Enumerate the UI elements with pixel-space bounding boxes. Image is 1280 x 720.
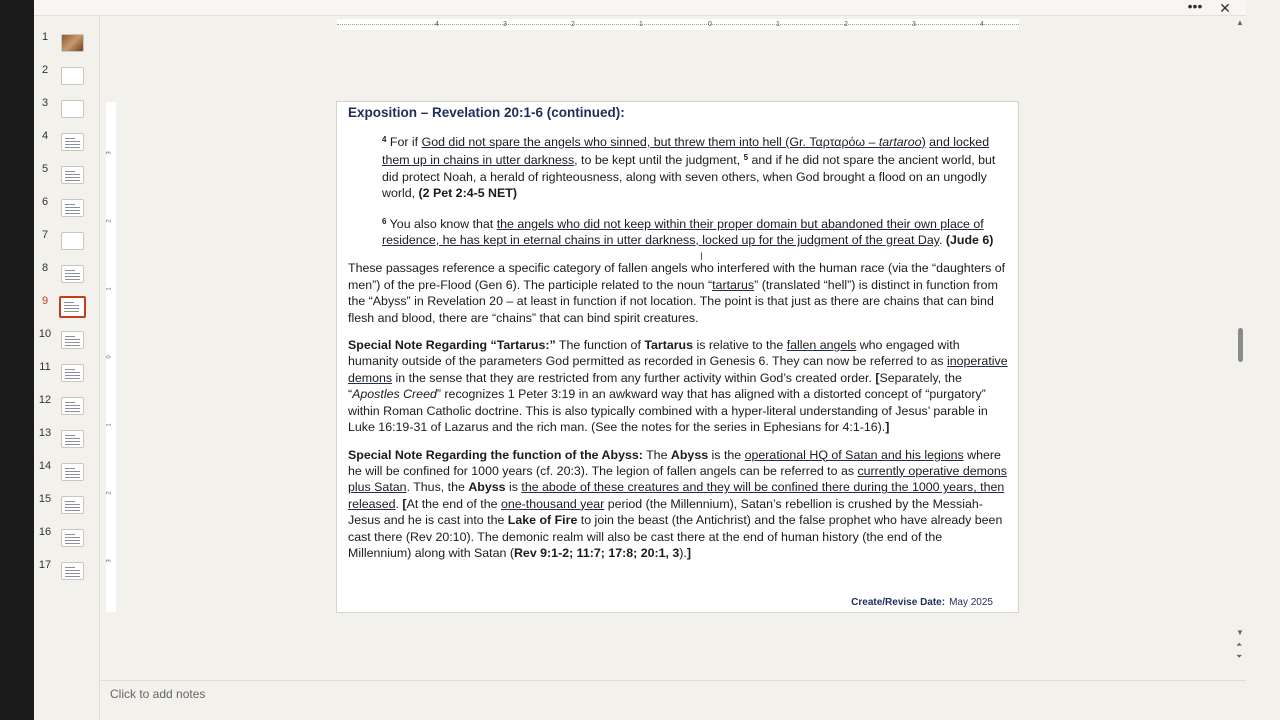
paragraph-tartarus-note [348,337,1008,435]
text: . [939,233,946,248]
slide-preview[interactable] [61,100,84,118]
text: ” recognizes 1 Peter 3:19 in an awkward way that has aligned with a distorted concept of “purgatory” within Roman Catholic doctrine. This is also typically combined with a hyper-literal understanding of Jesus’ parable in Luke 16:19-31 of Lazarus and the rich man. (See the notes for the series in Ephesians for 4:1-16). [348,387,988,435]
text: The [642,447,671,462]
ruler-tick-label: 4 [435,21,439,28]
preview-line [65,270,75,271]
preview-line [65,501,75,502]
text: . Thus, the [406,480,469,495]
paragraph-abyss-note [348,447,1008,562]
preview-line [65,534,75,535]
slide-canvas[interactable] [336,101,1019,613]
slide-number: 14 [38,460,52,472]
text: Separately, the “ [348,370,962,402]
bracket: ] [885,420,890,435]
slide-thumbnail[interactable] [34,558,100,586]
paragraph-passages [348,260,1008,326]
slide-thumbnail[interactable] [34,63,100,91]
note-heading: Special Note Regarding the function of the Abyss: [348,447,643,462]
scripture-reference: (2 Pet 2:4-5 NET) [418,186,517,201]
slide-preview[interactable] [61,496,84,514]
ruler-tick-label: 0 [708,21,712,28]
text: is [505,480,522,495]
slide-number: 11 [39,361,51,373]
ruler-tick-label: 4 [980,21,984,28]
preview-line [65,378,80,379]
preview-line [65,375,80,376]
text: ” (translated “hell”) is distinct in function from the “Abyss” in Revelation 20 – at least in function if not location. The point is that just as there are chains that can bind flesh and blood, there are “chains” that can bind spirit creatures. [348,277,998,325]
bold-text: Abyss [670,447,709,462]
preview-line [65,474,80,475]
text: and if he did not spare the ancient world, but did protect Noah, a herald of righteousness, along with seven others, when God brought a flood on an ungodly world, [382,153,996,201]
preview-line [65,405,80,406]
italic-underlined-text: tartaroo [878,135,922,149]
scroll-down-icon[interactable]: ▼ [1236,628,1244,637]
preview-line [65,273,80,274]
text: , to be kept until the judgment, [574,153,744,168]
text: You also know that [386,216,497,231]
preview-line [65,438,80,439]
text: These passages reference a specific category of fallen angels who interfered with the human race (via the “daughters of men”) of the pre-Flood (Gen 6). The participle related to the noun “ [348,261,1006,292]
preview-line [65,345,80,346]
slide-preview[interactable] [61,331,84,349]
text: At the end of the [406,496,501,511]
underlined-text: the abode of these creatures and they will be confined there during the 1000 years, then released [348,480,1005,511]
underlined-text: operational HQ of Satan and his legions [744,447,964,462]
quote-2-peter [382,132,1008,202]
slide-thumbnail[interactable] [34,261,100,289]
slide-number: 1 [41,31,49,43]
slide-thumbnail[interactable] [34,294,100,322]
ruler-tick-label: 2 [844,21,848,28]
preview-line [65,174,80,175]
slide-thumbnail[interactable] [34,327,100,355]
text: The function of [555,338,645,353]
slide-thumbnail[interactable] [34,426,100,454]
slide-preview[interactable] [61,199,84,217]
text: who engaged with humanity outside of the parameters God permitted as recorded in Genesis 6. They can now be referred to as [348,338,960,369]
slide-thumbnail[interactable] [34,162,100,190]
text: is the [708,447,745,462]
notes-placeholder[interactable]: Click to add notes [110,687,206,701]
preview-line [65,507,80,508]
slide-number: 10 [38,328,52,340]
preview-line [65,144,80,145]
preview-line [64,311,79,312]
preview-line [65,372,80,373]
bold-text: Tartarus [644,338,694,353]
preview-line [65,567,75,568]
slide-preview[interactable] [61,166,84,184]
slide-thumbnail[interactable] [34,459,100,487]
preview-line [65,573,80,574]
note-heading: Special Note Regarding “Tartarus:” [348,338,556,353]
text: period (the Millennium), Satan’s rebellion is crushed by the Messiah-Jesus and he is cast into the [348,496,983,528]
vertical-ruler [106,102,116,612]
preview-line [65,210,80,211]
slide-number: 15 [38,493,52,505]
text: . [395,496,403,511]
preview-line [65,213,80,214]
bracket: ] [686,545,691,560]
ruler-tick-label: 2 [571,21,575,28]
scroll-up-icon[interactable]: ▲ [1236,18,1244,27]
slide-thumbnail[interactable] [34,492,100,520]
slide-number: 4 [41,130,49,142]
previous-slide-icon[interactable]: ⏶ [1236,640,1243,649]
preview-line [65,204,75,205]
slide-thumbnail[interactable] [34,525,100,553]
more-options-button[interactable]: ••• [1187,0,1203,14]
ruler-tick-label: 0 [106,355,113,359]
scripture-reference: (Jude 6) [945,233,994,248]
preview-line [65,342,80,343]
preview-line [65,279,80,280]
slide-preview[interactable] [61,232,84,250]
preview-line [65,369,75,370]
preview-line [65,576,80,577]
slide-preview[interactable] [61,133,84,151]
slide-number: 6 [41,196,49,208]
slide-preview[interactable] [61,463,84,481]
revise-date [851,597,993,608]
vertical-scrollbar[interactable] [1234,16,1246,670]
ruler-tick-label: 1 [776,21,780,28]
slide-thumbnails-pane [34,16,100,720]
ruler-tick-label: 2 [106,219,113,223]
slide-number: 2 [41,64,49,76]
slide-thumbnail[interactable] [34,228,100,256]
slide-number: 8 [41,262,49,274]
next-slide-icon[interactable]: ⏷ [1236,652,1243,661]
title-bar [34,0,1246,16]
slide-preview[interactable] [61,562,84,580]
slide-text-box[interactable] [348,104,1008,572]
preview-line [65,504,80,505]
underlined-text: currently operative demons plus Satan [348,463,1007,495]
preview-line [64,308,79,309]
ruler-tick-label: 1 [106,423,113,427]
scripture-reference: Rev 9:1-2; 11:7; 17:8; 20:1, 3 [513,545,680,560]
horizontal-ruler [337,19,1019,30]
ruler-tick-label: 3 [503,21,507,28]
slide-preview[interactable] [61,364,84,382]
preview-line [65,207,80,208]
revise-date-label: Create/Revise Date: [851,597,946,608]
ruler-dots [337,24,1019,25]
slide-thumbnail[interactable] [34,96,100,124]
preview-line [65,171,75,172]
slide-number: 3 [41,97,49,109]
slide-preview[interactable] [61,430,84,448]
preview-line [65,411,80,412]
preview-line [64,305,79,306]
preview-line [65,477,80,478]
slide-preview[interactable] [61,397,84,415]
preview-line [65,543,80,544]
text: where he will be confined for 1000 years (cf. 20:3). The legion of fallen angels can be referred to as [348,447,1001,478]
preview-line [65,147,80,148]
text: is relative to the [693,338,787,353]
slide-thumbnail[interactable] [34,129,100,157]
ruler-tick-label: 2 [106,491,113,495]
preview-line [65,339,80,340]
preview-line [65,408,80,409]
ruler-tick-label: 3 [106,151,113,155]
preview-line [65,435,75,436]
preview-line [65,336,75,337]
preview-line [65,540,80,541]
underlined-text: inoperative demons [348,354,1008,385]
desktop-left-edge [0,0,34,720]
ruler-tick-label: 1 [106,287,113,291]
quote-jude [382,214,1008,249]
text-cursor-icon: I [700,251,704,263]
slide-number: 17 [38,559,52,571]
ruler-tick-label: 3 [912,21,916,28]
preview-line [65,510,80,511]
slide-number: 12 [38,394,52,406]
text: in the sense that they are restricted from any further activity within God’s created order. [392,370,876,385]
slide-heading: Exposition – Revelation 20:1-6 (continued): [348,105,625,120]
bold-text: Abyss [468,480,506,495]
verse-number: 6 [382,216,387,226]
slide-thumbnail[interactable] [34,30,100,58]
revise-date-value: May 2025 [949,597,993,608]
window-right-edge [1246,0,1280,720]
underlined-text: one-thousand year [500,496,605,511]
slide-number: 7 [41,229,49,241]
bracket: [ [402,496,407,511]
verse-number: 4 [382,135,387,144]
slide-number: 13 [38,427,52,439]
text: to join the beast (the Antichrist) and the false prophet who have already been cast there (Rev 20:10). The demonic realm will also be cast there at the end of human history (the end of the Millennium) along with Satan ( [348,513,1003,560]
verse-number: 5 [743,153,749,163]
preview-line [65,402,75,403]
text: For if [386,135,422,149]
slide-thumbnail[interactable] [34,195,100,223]
slide-number: 9 [41,295,49,307]
preview-line [65,468,75,469]
notes-pane[interactable] [100,680,1246,720]
preview-line [65,177,80,178]
slide-preview[interactable] [61,529,84,547]
underlined-text: fallen angels [786,338,857,353]
preview-line [65,444,80,445]
preview-line [65,180,80,181]
underlined-text: tartarus [712,277,755,292]
close-button[interactable]: ✕ [1219,0,1231,16]
slide-preview[interactable] [59,296,86,318]
ruler-tick-label: 1 [639,21,643,28]
presentation-window [34,0,1246,720]
preview-line [65,570,80,571]
underlined-text: the angels who did not keep within their proper domain but abandoned their own place of residence, he has kept in eternal chains in utter darkness, locked up for the judgment of the great Day [382,216,984,248]
underlined-text: God did not spare the angels who sinned, but threw them into hell (Gr. Ταρταρόω – [421,135,879,149]
slide-number: 16 [38,526,52,538]
preview-line [65,141,80,142]
slide-number: 5 [41,163,49,175]
preview-line [65,276,80,277]
slide-preview[interactable] [61,265,84,283]
italic-text: Apostles Creed [352,387,437,402]
slide-preview[interactable] [61,34,84,52]
ruler-tick-label: 3 [106,559,113,563]
slide-thumbnail[interactable] [34,360,100,388]
underlined-text: ) [921,135,926,149]
bracket: [ [875,370,880,385]
text: ). [679,545,687,560]
slide-preview[interactable] [61,67,84,85]
scroll-thumb[interactable] [1238,328,1243,362]
preview-line [65,441,80,442]
underlined-text: and locked them up in chains in utter darkness [382,135,990,168]
preview-line [65,138,75,139]
preview-line [65,471,80,472]
bold-text: Lake of Fire [507,513,578,528]
slide-thumbnail[interactable] [34,393,100,421]
preview-line [65,537,80,538]
preview-line [64,302,74,303]
